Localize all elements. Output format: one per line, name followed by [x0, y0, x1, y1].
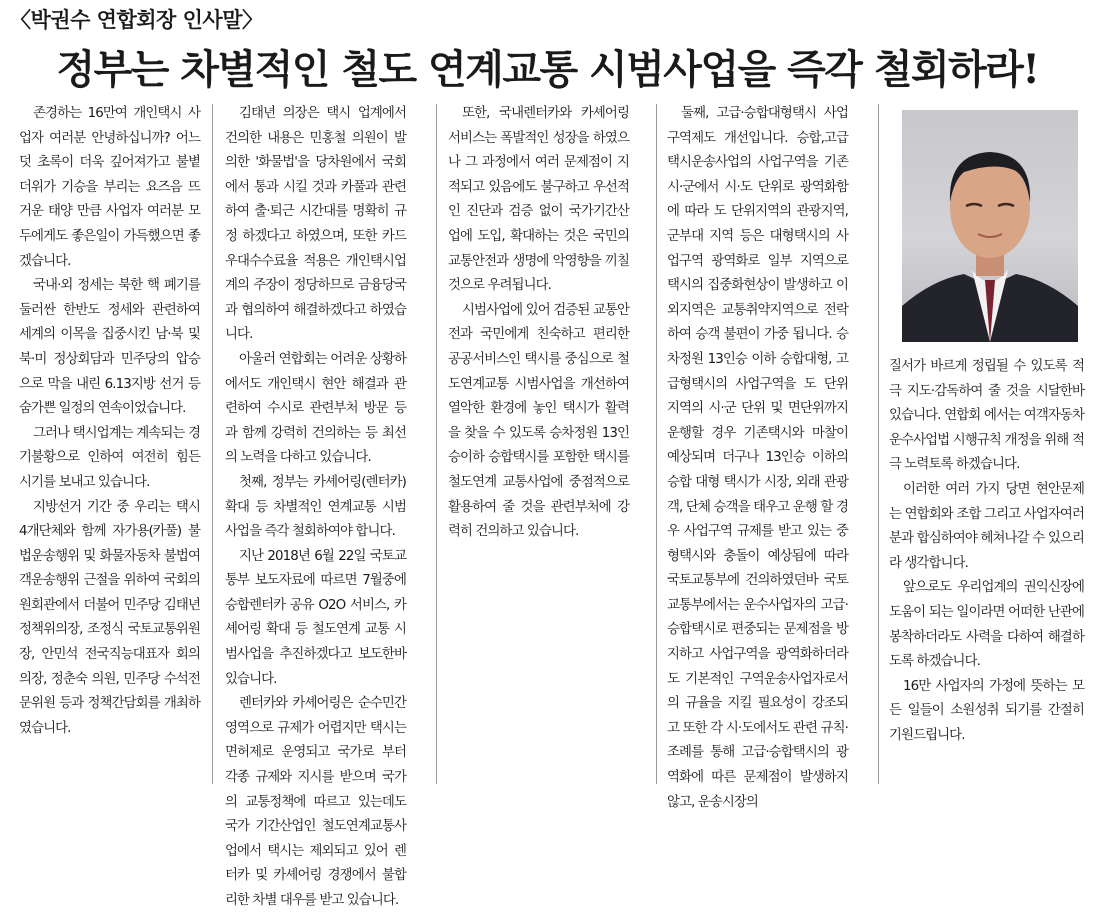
- article-column-4: [667, 102, 848, 810]
- body-paragraph: 존경하는 16만여 개인택시 사업자 여러분 안녕하십니까? 어느덧 초록이 더욱 깊어져가고 불볕더위가 기승을 부리는 요즈음 뜨거운 태양 만큼 사업자 여러분 모두에게도 좋은일이 가득했으면 좋겠습니다.: [19, 106, 200, 269]
- body-paragraph: 이러한 여러 가지 당면 현안문제는 연합회와 조합 그리고 사업자여러분과 합심하여야 헤쳐나갈 수 있으리라 생각합니다.: [889, 481, 1084, 571]
- body-paragraph: 국내·외 정세는 북한 핵 폐기를 둘러싼 한반도 정세와 관련하여 세계의 이목을 집중시킨 남·북 및 북·미 정상회담과 민주당의 압승으로 막을 내린 6.13지방 선거 등 숨가쁜 일정의 연속이었습니다.: [19, 278, 200, 417]
- body-paragraph: 앞으로도 우리업계의 권익신장에 도움이 되는 일이라면 어떠한 난관에 봉착하더라도 사력을 다하여 해결하도록 하겠습니다.: [889, 580, 1084, 670]
- body-paragraph: 렌터카와 카셰어링은 순수민간영역으로 규제가 어렵지만 택시는 면허제로 운영되고 국가로 부터 각종 규제와 지시를 받으며 국가의 교통정책에 따르고 있는데도 국가 기간산업인 철도연계교통사업에서 택시는 제외되고 있어 렌터카 및 카셰어링 경쟁에서 불합리한 차별 대우를 받고 있습니다.: [225, 696, 406, 908]
- article-column-2: [225, 102, 406, 908]
- column-rule: [878, 104, 879, 784]
- body-paragraph: 첫째, 정부는 카셰어링(렌터카) 확대 등 차별적인 연계교통 시범사업을 즉각 철회하여야 합니다.: [225, 474, 406, 540]
- body-paragraph: 지난 2018년 6월 22일 국토교통부 보도자료에 따르면 7월중에 승합렌터카 공유 O2O 서비스, 카셰어링 확대 등 철도연계 교통 시범사업을 추진하겠다고 보도한바 있습니다.: [225, 548, 406, 687]
- article-column-1: [19, 102, 200, 786]
- body-paragraph: 그러나 택시업계는 계속되는 경기불황으로 인하여 여전히 힘든 시기를 보내고 있습니다.: [19, 425, 200, 490]
- article-headline: 정부는 차별적인 철도 연계교통 시범사업을 즉각 철회하라!: [56, 46, 1039, 93]
- body-paragraph: 지방선거 기간 중 우리는 택시 4개단체와 함께 자가용(카풀) 불법운송행위 및 화물자동차 불법여객운송행위 근절을 위하여 국회의원회관에서 더불어 민주당 김태년 정책위의장, 조정식 국토교통위원장, 안민석 전국직능대표자 회의 의장, 정춘숙 의원, 민주당 수석전문위원 등과 정책간담회를 개최하였습니다.: [19, 499, 200, 736]
- column-rule: [212, 104, 213, 784]
- author-portrait: [902, 110, 1078, 342]
- body-paragraph: 또한, 국내렌터카와 카셰어링 서비스는 폭발적인 성장을 하였으나 그 과정에서 여러 문제점이 지적되고 있음에도 불구하고 우선적인 진단과 검증 없이 국가기간산업에 도입, 확대하는 것은 국민의 교통안전과 생명에 악영향을 끼칠 것으로 우려됩니다.: [448, 106, 629, 294]
- article-column-5: [889, 355, 1084, 785]
- article-column-3: [448, 102, 629, 786]
- article-kicker: 〈박권수 연합회장 인사말〉: [10, 8, 263, 32]
- body-paragraph: 김태년 의장은 택시 업계에서 건의한 내용은 민홍철 의원이 발의한 '화물법'을 당차원에서 국회에서 통과 시킬 것과 카풀과 관련하여 출·퇴근 시간대를 명확히 규정 하겠다고 하였으며, 또한 카드 우대수수료율 적용은 개인택시업계의 주장이 정당하므로 금융당국과 협의하여 해결하겠다고 하였습니다.: [225, 106, 406, 343]
- column-rule: [656, 104, 657, 784]
- body-paragraph: 16만 사업자의 가정에 뜻하는 모든 일들이 소원성취 되기를 간절히 기원드립니다.: [889, 678, 1084, 743]
- body-paragraph: 시범사업에 있어 검증된 교통안전과 국민에게 친숙하고 편리한 공공서비스인 택시를 중심으로 철도연계교통 시범사업을 개선하여 열악한 환경에 놓인 택시가 활력을 찾을 수 있도록 승차정원 13인승이하 승합택시를 포함한 택시를 철도연계 교통사업에 중점적으로 활용하여 줄 것을 관련부처에 강력히 건의하고 있습니다.: [448, 302, 629, 540]
- body-paragraph: 둘째, 고급·승합대형택시 사업구역제도 개선입니다. 승합,고급택시운송사업의 사업구역을 기존 시·군에서 시·도 단위로 광역화함에 따라 도 단위지역의 관광지역, 군부대 지역 등은 대형택시의 사업구역 광역화로 일부 지역으로 택시의 집중화현상이 발생하고 이외지역은 교통취약지역으로 전락하여 승객 불편이 가중 됩니다. 승차정원 13인승 이하 승합대형, 고급형택시의 사업구역을 도 단위 지역의 시·군 단위 및 면단위까지 운행할 경우 기존택시와 마찰이 예상되며 더구나 13인승 이하의 승합 대형 택시가 시장, 외래 관광객, 단체 승객을 태우고 운행 할 경우 사업구역 규제를 받고 있는 중형택시와 충돌이 예상됨에 따라 국토교통부에 건의하였던바 국토교통부에서는 운수사업자의 고급·승합택시로 편중되는 문제점을 방지하고 사업구역을 광역화하더라도 기본적인 구역운송사업자로서의 규율을 지킬 필요성이 강조되고 또한 각 시·도에서도 관련 규칙·조례를 통해 고급·승합택시의 광역화에 따른 문제점이 발생하지 않고, 운송시장의: [667, 106, 848, 810]
- body-paragraph: 질서가 바르게 정립될 수 있도록 적극 지도·감독하여 줄 것을 시달한바 있습니다. 연합회 에서는 여객자동차운수사업법 시행규칙 개정을 위해 적극 노력토록 하겠습니다.: [889, 359, 1084, 473]
- body-paragraph: 아울러 연합회는 어려운 상황하에서도 개인택시 현안 해결과 관련하여 수시로 관련부처 방문 등과 함께 강력히 건의하는 등 최선의 노력을 다하고 있습니다.: [225, 351, 406, 466]
- column-rule: [436, 104, 437, 784]
- portrait-illustration: [902, 110, 1078, 342]
